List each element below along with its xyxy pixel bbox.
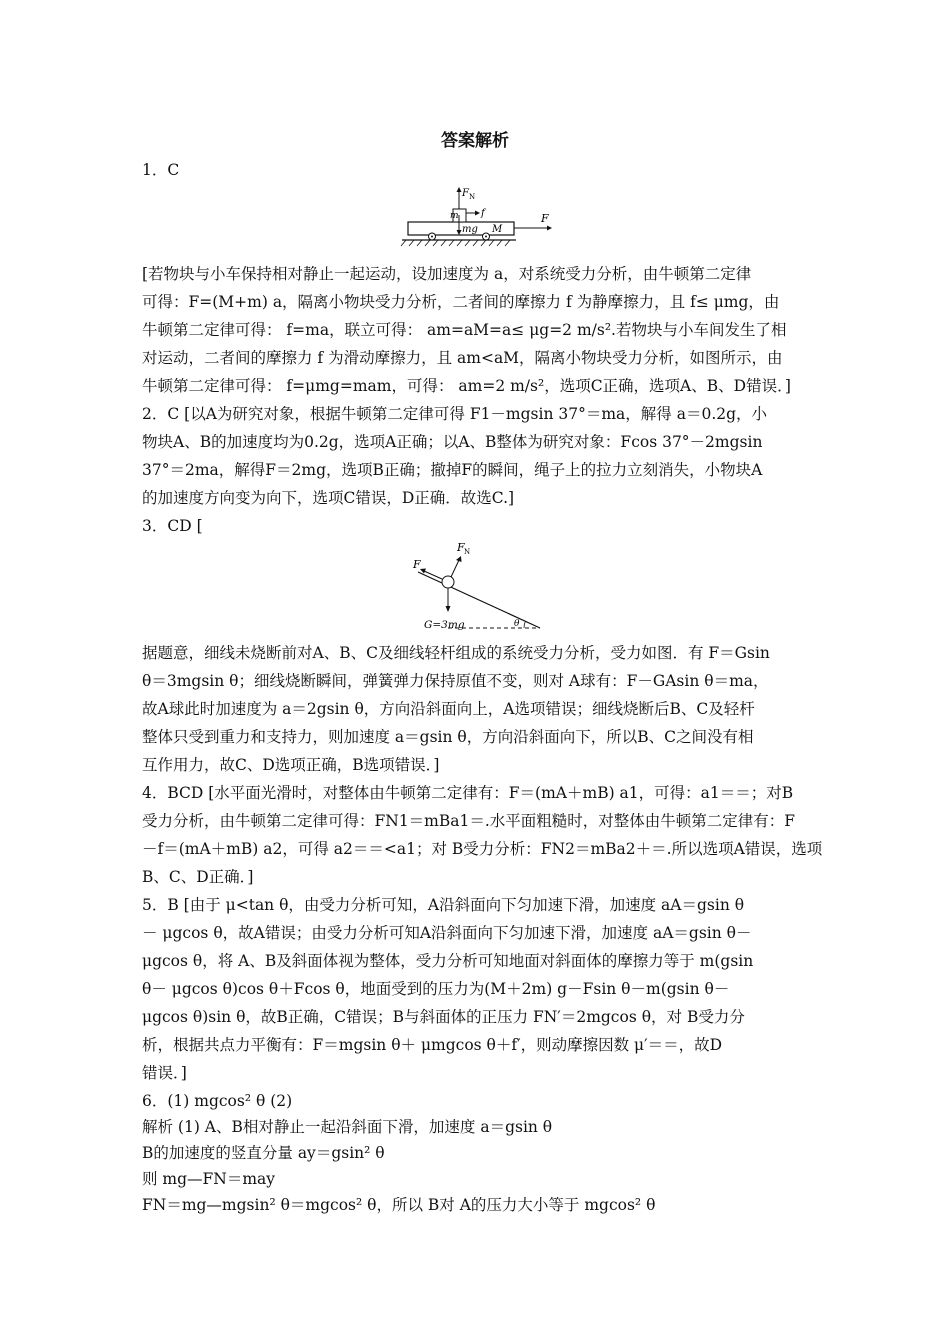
text-line: 受力分析，由牛顿第二定律可得：FN1＝mBa1＝.水平面粗糙时，对整体由牛顿第二定律有：F	[142, 812, 796, 830]
fn-subscript: N	[469, 193, 476, 201]
text-line: 2．C [以A为研究对象，根据牛顿第二定律可得 F1－mgsin 37°＝ma，解得 a＝0.2g，小	[142, 405, 768, 423]
text-line: μgcos θ，将 A、B及斜面体视为整体，受力分析可知地面对斜面体的摩擦力等于 m(gsin	[142, 952, 754, 970]
gravity-label: G=3mg	[424, 619, 465, 631]
text-line: 解析 (1) A、B相对静止一起沿斜面下滑，加速度 a＝gsin θ	[142, 1118, 553, 1136]
fn-label: F	[457, 541, 465, 554]
fn-label: F	[462, 188, 469, 199]
text-line: FN＝mg—mgsin² θ＝mgcos² θ，所以 B对 A的压力大小等于 mgcos² θ	[142, 1196, 656, 1214]
text-line: 1．C	[142, 161, 180, 179]
text-line: B的加速度的竖直分量 ay＝gsin² θ	[142, 1144, 385, 1162]
text-line: B、C、D正确．]	[142, 868, 254, 886]
text-line: 的加速度方向变为向下，选项C错误，D正确．故选C.]	[142, 489, 515, 507]
text-line: － μgcos θ，故A错误；由受力分析可知A沿斜面向下匀加速下滑，加速度 aA＝gsin θ－	[142, 924, 752, 942]
text-line: 析，根据共点力平衡有：F＝mgsin θ＋ μmgcos θ＋f′，则动摩擦因数 μ′＝＝，故D	[142, 1036, 723, 1054]
text-line: 对运动，二者间的摩擦力 f 为滑动摩擦力，且 am<aM，隔离小物块受力分析，如图所示，由	[142, 349, 783, 367]
text-line: 4．BCD [水平面光滑时，对整体由牛顿第二定律有：F＝(mA＋mB) a1，可得：a1＝＝；对B	[142, 784, 794, 802]
weight-label: mg	[462, 224, 478, 235]
text-line: 牛顿第二定律可得： f=μmg=mam，可得： am=2 m/s²，选项C正确，选项A、B、D错误．]	[142, 377, 791, 395]
text-line: 可得：F=(M+m) a，隔离小物块受力分析，二者间的摩擦力 f 为静摩擦力，且 f≤ μmg，由	[142, 293, 780, 311]
page-title: 答案解析	[441, 131, 509, 151]
text-line: 故A球此时加速度为 a＝2gsin θ，方向沿斜面向上，A选项错误；细线烧断后B、C及轻杆	[142, 700, 755, 718]
text-line: 牛顿第二定律可得： f=ma，联立可得： am=aM=a≤ μg=2 m/s².若物块与小车间发生了相	[142, 321, 787, 339]
text-line: θ＝3mgsin θ；细线烧断瞬间，弹簧弹力保持原值不变，则对 A球有：F－GAsin θ＝ma，	[142, 672, 769, 690]
figure-block-on-cart	[398, 182, 558, 254]
text-line: μgcos θ)sin θ，故B正确，C错误；B与斜面体的正压力 FN′＝2mgcos θ，对 B受力分	[142, 1008, 745, 1026]
text-line: 整体只受到重力和支持力，则加速度 a＝gsin θ，方向沿斜面向下，所以B、C之间没有相	[142, 728, 754, 746]
f-label: F	[413, 558, 421, 571]
text-line: －f＝(mA＋mB) a2，可得 a2＝＝<a1；对 B受力分析：FN2＝mBa2＋＝.所以选项A错误，选项	[142, 840, 823, 858]
angle-label: θ	[514, 619, 520, 629]
text-line: 37°＝2ma，解得F＝2mg，选项B正确；撤掉F的瞬间，绳子上的拉力立刻消失，小物块A	[142, 461, 763, 479]
text-line: 物块A、B的加速度均为0.2g，选项A正确；以A、B整体为研究对象：Fcos 37°－2mgsin	[142, 433, 763, 451]
figure-incline	[404, 538, 554, 634]
cart-mass-label: M	[492, 224, 503, 235]
text-line: 5．B [由于 μ<tan θ，由受力分析可知，A沿斜面向下匀加速下滑，加速度 aA＝gsin θ	[142, 896, 745, 914]
text-line: θ－ μgcos θ)cos θ＋Fcos θ，地面受到的压力为(M＋2m) g－Fsin θ－m(gsin θ－	[142, 980, 730, 998]
fn-subscript: N	[464, 548, 471, 556]
text-line: 错误．]	[142, 1064, 187, 1082]
text-line: 据题意，细线未烧断前对A、B、C及细线轻杆组成的系统受力分析，受力如图．有 F＝Gsin	[142, 644, 770, 662]
text-line: [若物块与小车保持相对静止一起运动，设加速度为 a，对系统受力分析，由牛顿第二定律	[142, 265, 752, 283]
force-label: F	[541, 212, 549, 225]
text-line: 互作用力，故C、D选项正确，B选项错误．]	[142, 756, 440, 774]
text-line: 6．(1) mgcos² θ (2)	[142, 1092, 293, 1110]
block-mass-label: m	[450, 211, 459, 221]
friction-label: f	[481, 208, 485, 219]
text-line: 则 mg—FN＝may	[142, 1170, 276, 1188]
text-line: 3．CD [	[142, 517, 203, 535]
